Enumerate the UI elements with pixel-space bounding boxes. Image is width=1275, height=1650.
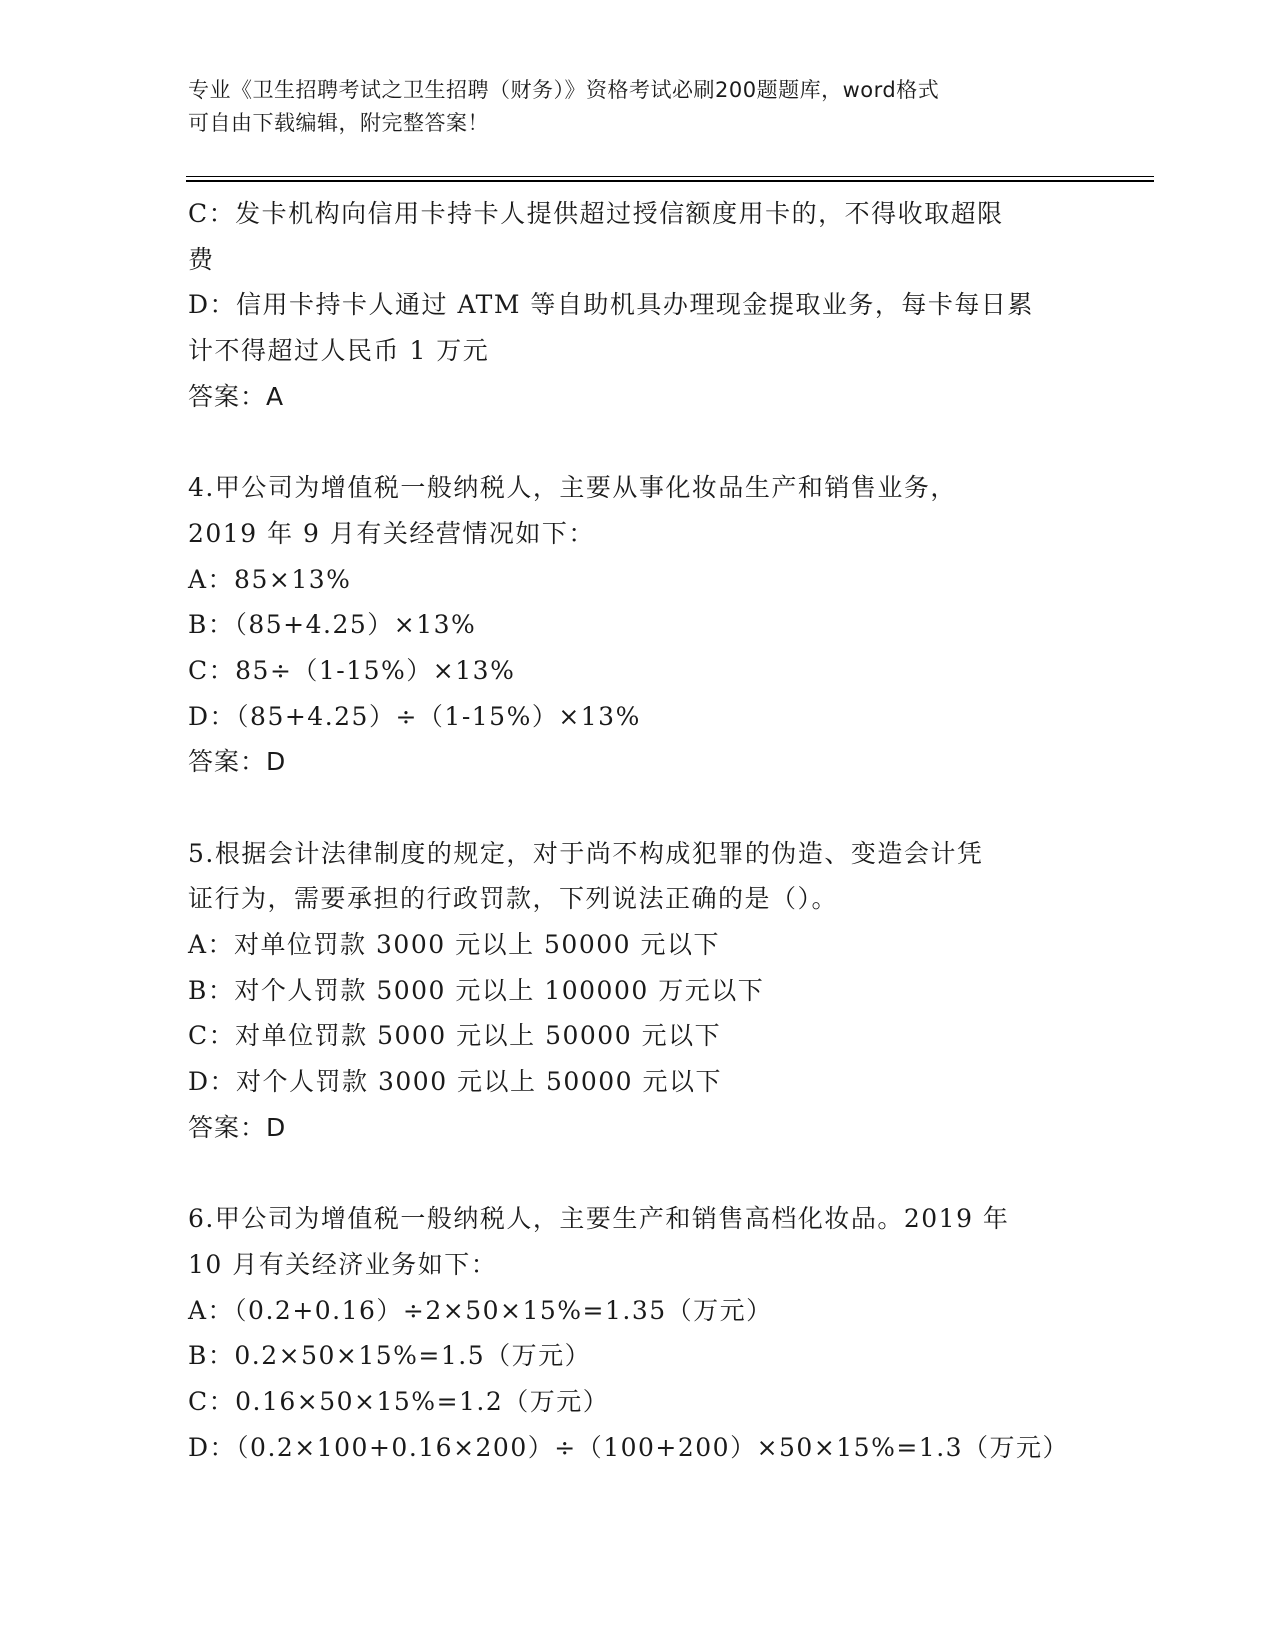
question-stem-line-2: 10 月有关经济业务如下： — [188, 1249, 498, 1279]
option-a: A：85×13% — [188, 564, 352, 594]
option-c: C：对单位罚款 5000 元以上 50000 元以下 — [188, 1021, 722, 1051]
question-stem-line-1: 5.根据会计法律制度的规定，对于尚不构成犯罪的伪造、变造会计凭 — [188, 838, 984, 868]
answer-line: 答案：D — [188, 747, 287, 777]
header-line-1: 专业《卫生招聘考试之卫生招聘（财务）》资格考试必刷200题题库，word格式 — [188, 78, 940, 102]
header-divider-thick — [186, 180, 1154, 182]
option-b: B：（85+4.25）×13% — [188, 610, 477, 640]
option-a: A：（0.2+0.16）÷2×50×15%=1.35（万元） — [188, 1295, 773, 1325]
question-stem-line-2: 证行为，需要承担的行政罚款，下列说法正确的是（）。 — [188, 884, 839, 914]
question-stem-line-1: 4.甲公司为增值税一般纳税人，主要从事化妆品生产和销售业务， — [188, 473, 957, 503]
question-stem-line-2: 2019 年 9 月有关经营情况如下： — [188, 518, 595, 548]
option-d: D：（85+4.25）÷（1-15%）×13% — [188, 701, 641, 731]
question-4 — [188, 465, 1088, 785]
option-d: D：对个人罚款 3000 元以上 50000 元以下 — [188, 1067, 722, 1097]
header-divider-thin — [186, 176, 1154, 177]
question-3-continued — [188, 191, 1088, 419]
answer-line: 答案：D — [188, 1112, 287, 1142]
option-c: C：0.16×50×15%=1.2（万元） — [188, 1386, 610, 1416]
question-5 — [188, 831, 1088, 1151]
option-d: D：（0.2×100+0.16×200）÷（100+200）×50×15%=1.3（万元） — [188, 1432, 1070, 1462]
option-d-line-1: D：信用卡持卡人通过 ATM 等自助机具办理现金提取业务，每卡每日累 — [188, 290, 1034, 320]
option-a: A：对单位罚款 3000 元以上 50000 元以下 — [188, 930, 720, 959]
document-body — [188, 191, 1088, 1470]
question-stem-line-1: 6.甲公司为增值税一般纳税人，主要生产和销售高档化妆品。2019 年 — [188, 1204, 1010, 1234]
answer-line: 答案：A — [188, 381, 285, 411]
option-b: B：0.2×50×15%=1.5（万元） — [188, 1341, 592, 1371]
document-header — [188, 74, 1088, 140]
question-6 — [188, 1196, 1088, 1470]
option-c-line-2: 费 — [188, 244, 215, 274]
header-line-2: 可自由下载编辑，附完整答案！ — [188, 111, 489, 135]
option-d-line-2: 计不得超过人民币 1 万元 — [188, 336, 490, 366]
option-b: B：对个人罚款 5000 元以上 100000 万元以下 — [188, 975, 765, 1005]
option-c: C：85÷（1-15%）×13% — [188, 655, 516, 685]
option-c-line-1: C：发卡机构向信用卡持卡人提供超过授信额度用卡的，不得收取超限 — [188, 199, 1004, 228]
